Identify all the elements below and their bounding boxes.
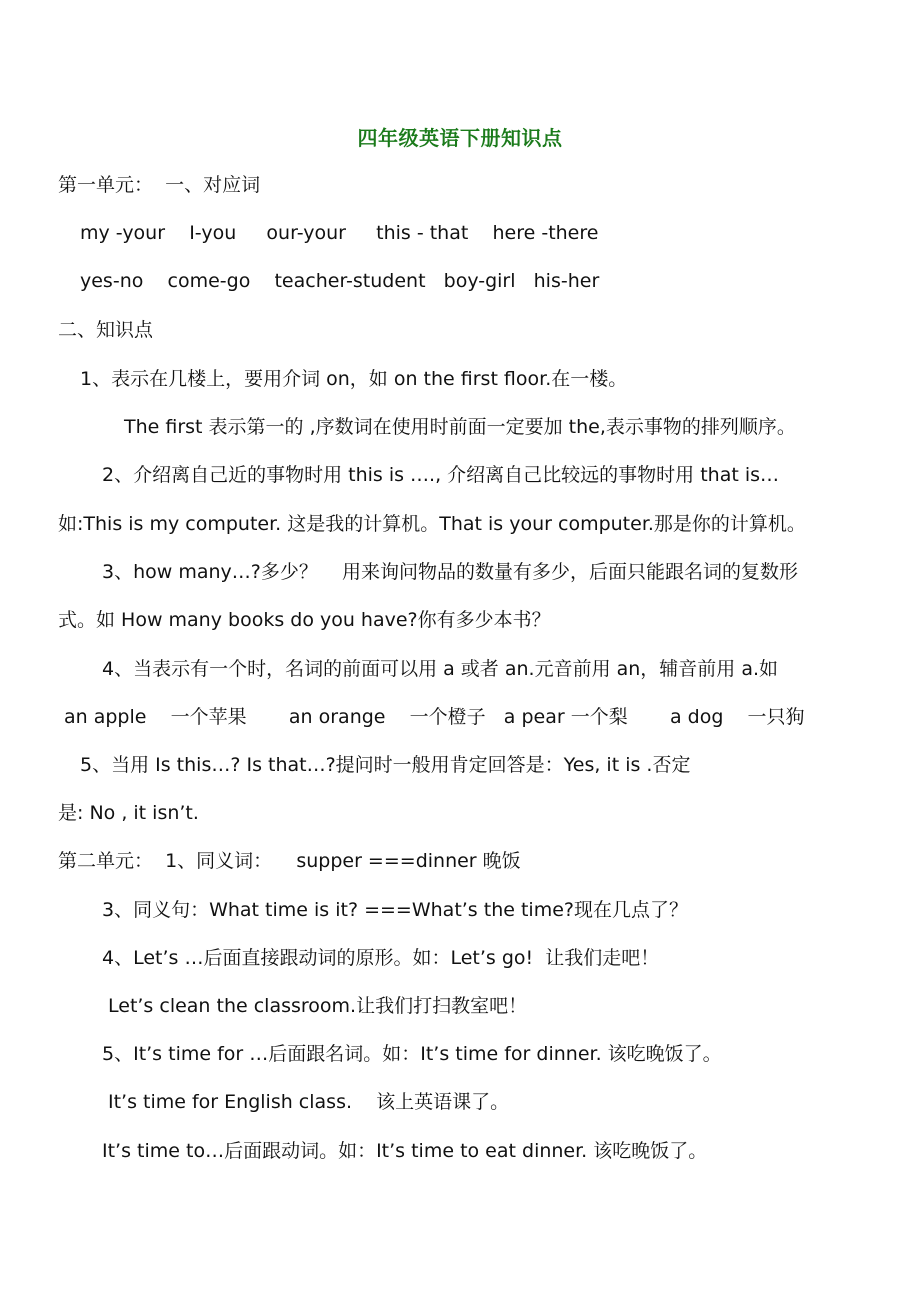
unit2-point-5: 5、It’s time for …后面跟名词。如：It’s time for dinner. 该吃晚饭了。 [102,1043,722,1065]
point-4-examples: an apple 一个苹果 an orange 一个橙子 a pear 一个梨 a dog 一只狗 [64,706,805,728]
point-1: 1、表示在几楼上，要用介词 on，如 on the first floor.在一楼。 [80,368,628,390]
unit2-point-3: 3、同义句：What time is it? ===What’s the time?现在几点了？ [102,899,688,921]
point-4: 4、当表示有一个时，名词的前面可以用 a 或者 an.元音前用 an，辅音前用 a.如 [102,658,779,680]
unit2-point-4: 4、Let’s …后面直接跟动词的原形。如：Let’s go! 让我们走吧！ [102,947,660,969]
unit1-heading: 第一单元： 一、对应词 [58,174,261,196]
document-title: 四年级英语下册知识点 [357,126,563,150]
point-5: 5、当用 Is this…? Is that…?提问时一般用肯定回答是：Yes, it is .否定 [80,754,691,776]
point-3: 3、how many…?多少？ 用来询问物品的数量有多少，后面只能跟名词的复数形 [102,561,799,583]
point-1-note: The first 表示第一的 ,序数词在使用时前面一定要加 the,表示事物的排列顺序。 [124,416,796,438]
point-2-example: 如:This is my computer. 这是我的计算机。That is your computer.那是你的计算机。 [58,513,806,535]
point-2: 2、介绍离自己近的事物时用 this is …., 介绍离自己比较远的事物时用 that is… [102,464,780,486]
unit2-point-4-example: Let’s clean the classroom.让我们打扫教室吧！ [108,995,528,1017]
point-5-negative: 是: No , it isn’t. [58,802,199,824]
antonym-pairs-row-2: yes-no come-go teacher-student boy-girl his-her [80,270,600,292]
antonym-pairs-row-1: my -your I-you our-your this - that here -there [80,222,599,244]
unit2-point-5-time-to: It’s time to…后面跟动词。如：It’s time to eat dinner. 该吃晚饭了。 [102,1140,708,1162]
knowledge-points-heading: 二、知识点 [58,319,154,341]
unit2-heading: 第二单元： 1、同义词： supper ===dinner 晚饭 [58,850,521,872]
unit2-point-5-example: It’s time for English class. 该上英语课了。 [108,1091,510,1113]
point-3-example: 式。如 How many books do you have?你有多少本书？ [58,609,551,631]
